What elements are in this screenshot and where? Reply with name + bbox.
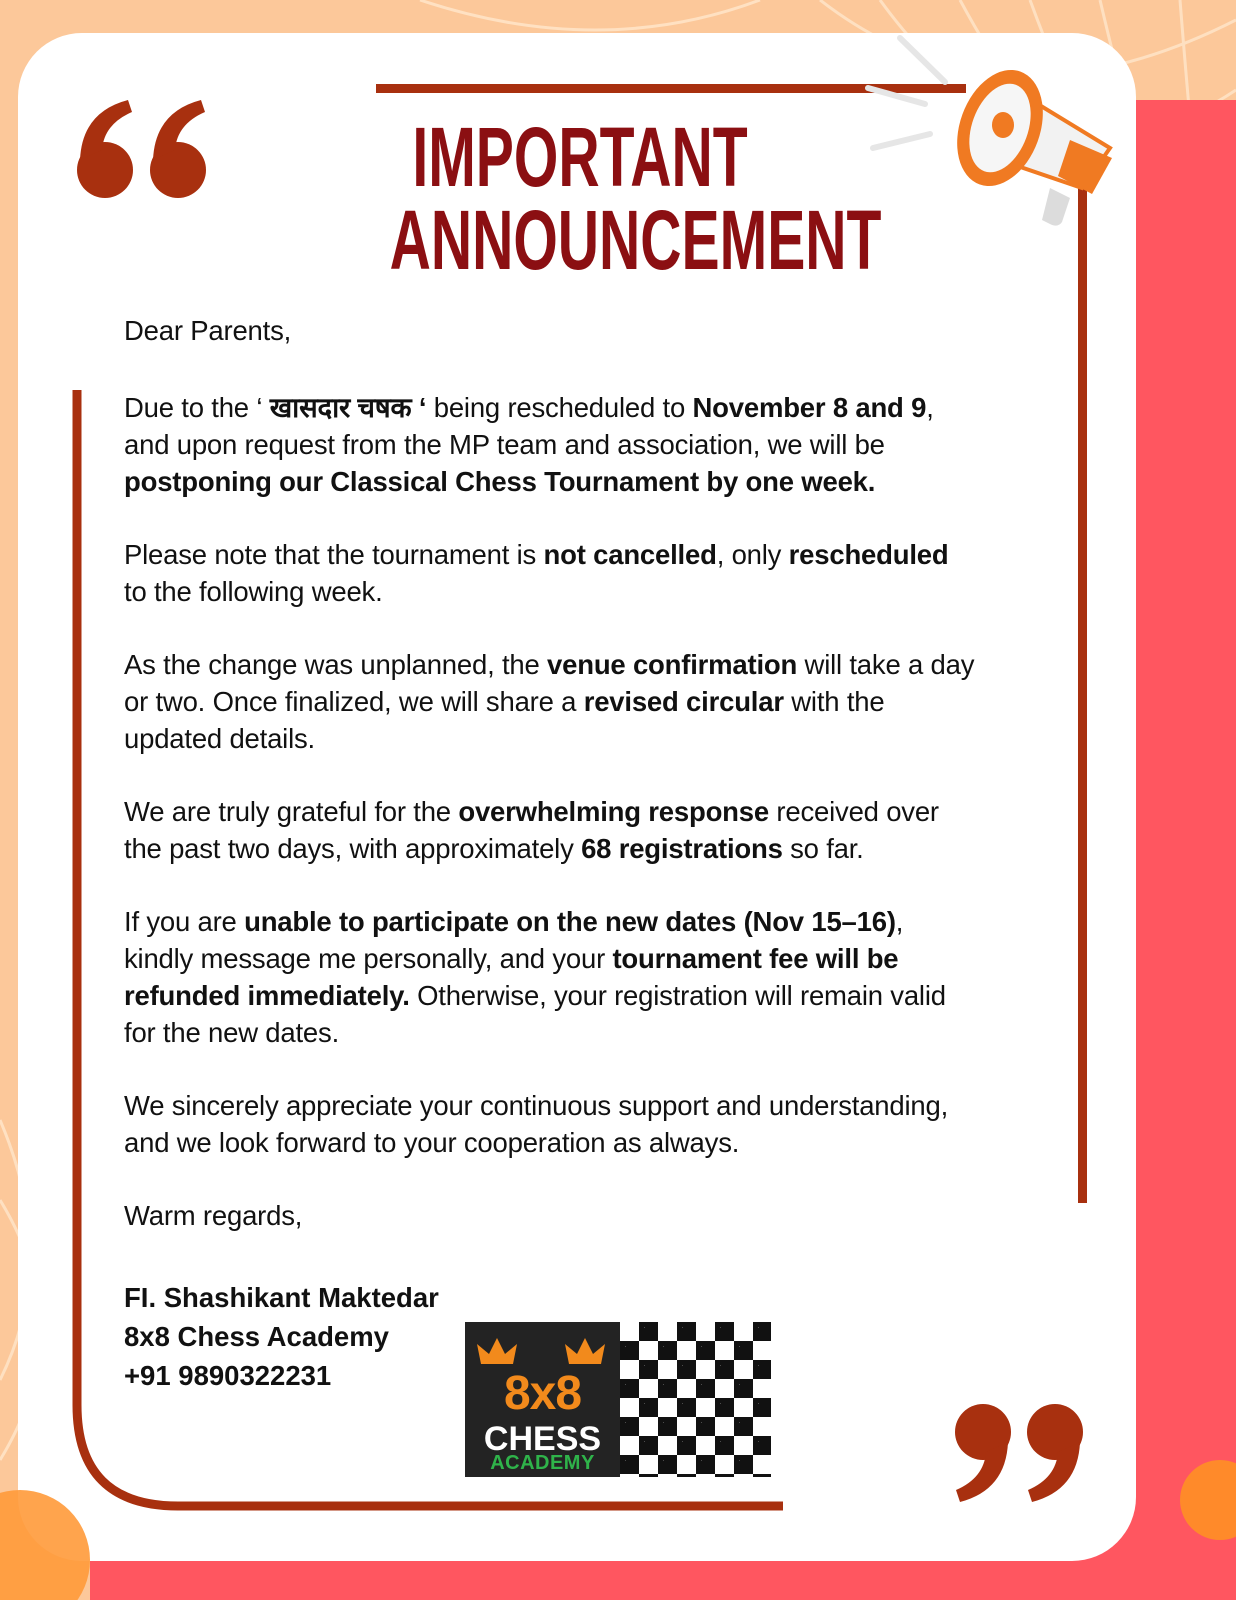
closing: Warm regards, bbox=[124, 1200, 303, 1231]
signature-name: FI. Shashikant Maktedar bbox=[124, 1282, 439, 1313]
logo-panel bbox=[465, 1322, 620, 1477]
logo-sub: ACADEMY bbox=[490, 1452, 595, 1474]
paragraph-refund: If you are unable to participate on the new dates (Nov 15–16), kindly message me personally, and your tournament fee will be refunded immediately. Otherwise, your registration will remain valid for the new dates. bbox=[124, 906, 946, 1048]
paragraph-registrations: We are truly grateful for the overwhelming response received over the past two days, with approximately 68 registrations so far. bbox=[124, 796, 939, 864]
logo-number: 8x8 bbox=[503, 1367, 582, 1420]
letter-body bbox=[124, 312, 1044, 1234]
signature-org: 8x8 Chess Academy bbox=[124, 1321, 389, 1352]
paragraph-postponement: Due to the ‘ खासदार चषक ‘ being rescheduled to November 8 and 9, and upon request from the MP team and association, we will be postponing our Classical Chess Tournament by one week. bbox=[124, 392, 934, 497]
greeting: Dear Parents, bbox=[124, 315, 292, 346]
paragraph-venue: As the change was unplanned, the venue confirmation will take a day or two. Once finalized, we will share a revised circular with the updated details. bbox=[124, 649, 975, 754]
title-line-2: ANNOUNCEMENT bbox=[389, 193, 882, 287]
paragraph-appreciation: We sincerely appreciate your continuous support and understanding, and we look forward to your cooperation as always. bbox=[124, 1090, 949, 1158]
signature-phone: +91 9890322231 bbox=[124, 1360, 332, 1391]
paragraph-not-cancelled: Please note that the tournament is not cancelled, only rescheduled to the following week. bbox=[124, 539, 949, 607]
checkerboard-icon bbox=[620, 1322, 771, 1477]
academy-logo bbox=[465, 1322, 771, 1477]
title-line-1: IMPORTANT bbox=[412, 110, 748, 204]
signature-block bbox=[124, 1278, 439, 1395]
logo-word: CHESS bbox=[483, 1420, 602, 1458]
